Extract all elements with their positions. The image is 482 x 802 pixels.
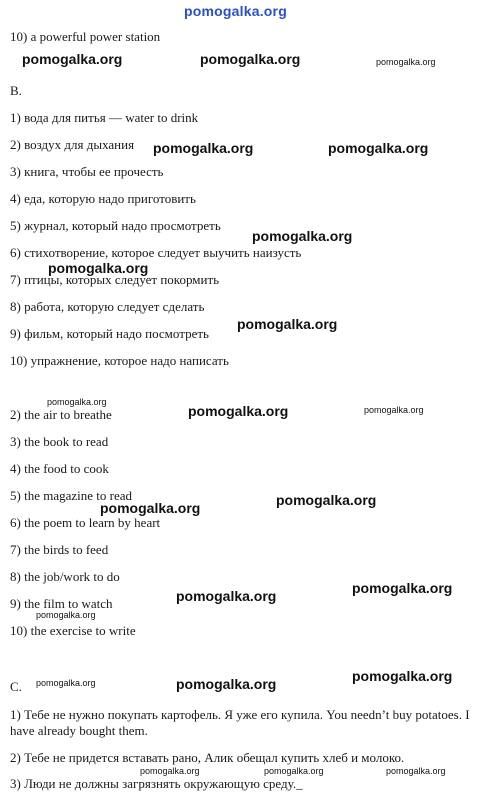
en-line-6: 6) the poem to learn by heart <box>10 515 161 530</box>
ru-line-8: 8) работа, которую следует сделать <box>10 299 205 314</box>
site-watermark: pomogalka.org <box>352 580 453 596</box>
en-line-3: 3) the book to read <box>10 434 109 449</box>
site-watermark: pomogalka.org <box>237 316 338 332</box>
ru-line-7: 7) птицы, которых следует покормить <box>10 272 220 287</box>
site-watermark: pomogalka.org <box>36 678 96 688</box>
ru-line-5: 5) журнал, который надо просмотреть <box>10 218 221 233</box>
site-watermark: pomogalka.org <box>140 766 200 776</box>
site-watermark: pomogalka.org <box>176 588 277 604</box>
site-watermark: pomogalka.org <box>252 228 353 244</box>
en-line-4: 4) the food to cook <box>10 461 109 476</box>
site-watermark: pomogalka.org <box>36 610 96 620</box>
site-watermark: pomogalka.org <box>47 397 107 407</box>
ru-line-4: 4) еда, которую надо приготовить <box>10 191 196 206</box>
en-line-10: 10) the exercise to write <box>10 623 136 638</box>
ru-line-2: 2) воздух для дыхания <box>10 137 135 152</box>
site-watermark: pomogalka.org <box>22 51 123 67</box>
c-line-2: 2) Тебе не придется вставать рано, Алик обещал купить хлеб и молоко. <box>10 750 405 765</box>
site-watermark: pomogalka.org <box>376 57 436 67</box>
ru-line-9: 9) фильм, который надо посмотреть <box>10 326 209 341</box>
answer-line-a10: 10) a powerful power station <box>10 29 161 44</box>
site-watermark: pomogalka.org <box>352 668 453 684</box>
en-line-8: 8) the job/work to do <box>10 569 120 584</box>
site-watermark: pomogalka.org <box>200 51 301 67</box>
site-watermark: pomogalka.org <box>264 766 324 776</box>
site-watermark: pomogalka.org <box>153 140 254 156</box>
en-line-9: 9) the film to watch <box>10 596 113 611</box>
site-watermark: pomogalka.org <box>48 260 149 276</box>
site-watermark: pomogalka.org <box>328 140 429 156</box>
en-line-7: 7) the birds to feed <box>10 542 109 557</box>
en-line-5: 5) the magazine to read <box>10 488 132 503</box>
ru-line-10: 10) упражнение, которое надо написать <box>10 353 229 368</box>
site-watermark: pomogalka.org <box>188 403 289 419</box>
section-c-heading: C. <box>10 679 22 694</box>
ru-line-6: 6) стихотворение, которое следует выучить наизусть <box>10 245 302 260</box>
site-watermark: pomogalka.org <box>276 492 377 508</box>
site-watermark: pomogalka.org <box>364 405 424 415</box>
ru-line-3: 3) книга, чтобы ее прочесть <box>10 164 164 179</box>
site-watermark: pomogalka.org <box>386 766 446 776</box>
c-line-1: 1) Тебе не нужно покупать картофель. Я уже его купила. You needn’t buy potatoes. I have already bought them. <box>10 707 470 738</box>
site-watermark-header: pomogalka.org <box>184 3 287 19</box>
section-b-heading: B. <box>10 83 22 98</box>
site-watermark: pomogalka.org <box>100 500 201 516</box>
c-line-3: 3) Люди не должны загрязнять окружающую среду._ <box>10 776 303 791</box>
ru-line-1: 1) вода для питья — water to drink <box>10 110 199 125</box>
site-watermark: pomogalka.org <box>176 676 277 692</box>
en-line-2: 2) the air to breathe <box>10 407 112 422</box>
